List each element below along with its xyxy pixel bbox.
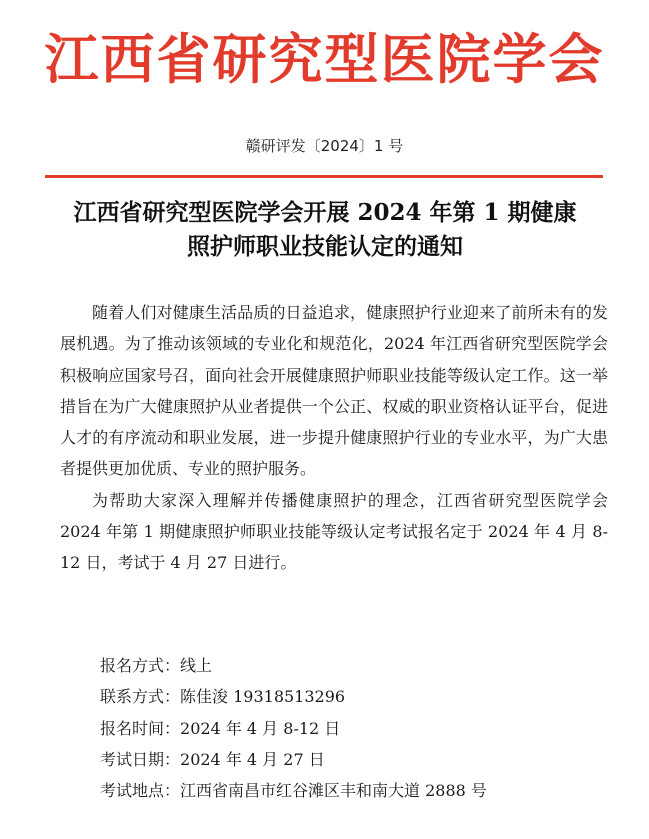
body-paragraph-1: 随着人们对健康生活品质的日益追求，健康照护行业迎来了前所未有的发展机遇。为了推动该领域的专业化和规范化，2024 年江西省研究型医院学会积极响应国家号召，面向社会开展健康照护师职业技能等级认定工作。这一举措旨在为广大健康照护从业者提供一个公正、权威的职业资格认证平台，促进人才的有序流动和职业发展，进一步提升健康照护行业的专业水平，为广大患者提供更加优质、专业的照护服务。 [60,303,608,479]
info-row-contact [100,681,487,712]
org-name-header: 江西省研究型医院学会 [44,27,605,91]
info-label: 考试日期： [100,749,181,769]
info-label: 报名方式： [100,656,181,675]
notice-title-line-1: 江西省研究型医院学会开展 2024 年第 1 期健康 [73,199,577,226]
info-value: 陈佳浚 19318513296 [180,687,346,707]
doc-number: 赣研评发〔2024〕1 号 [245,137,404,155]
info-value: 2024 年 4 月 8-12 日 [180,718,341,738]
info-value: 2024 年 4 月 27 日 [180,749,325,769]
info-row-signup-method [100,650,487,681]
notice-title-line-2: 照护师职业技能认定的通知 [187,233,463,260]
info-row-exam-location [100,775,487,806]
info-label: 考试地点： [100,781,181,801]
red-divider [45,175,603,178]
info-row-signup-time [100,713,487,744]
info-value: 线上 [180,656,213,675]
info-label: 报名时间： [100,718,181,738]
info-value: 江西省南昌市红谷滩区丰和南大道 2888 号 [180,781,487,801]
info-label: 联系方式： [100,687,181,707]
notice-title [40,196,610,264]
notice-body [60,297,608,579]
info-row-exam-date [100,744,487,775]
info-list [100,650,487,806]
body-paragraph-2: 为帮助大家深入理解并传播健康照护的理念，江西省研究型医院学会 2024 年第 1 期健康照护师职业技能等级认定考试报名定于 2024 年 4 月 8-12 日，考试于 4 月 27 日进行。 [60,490,608,573]
